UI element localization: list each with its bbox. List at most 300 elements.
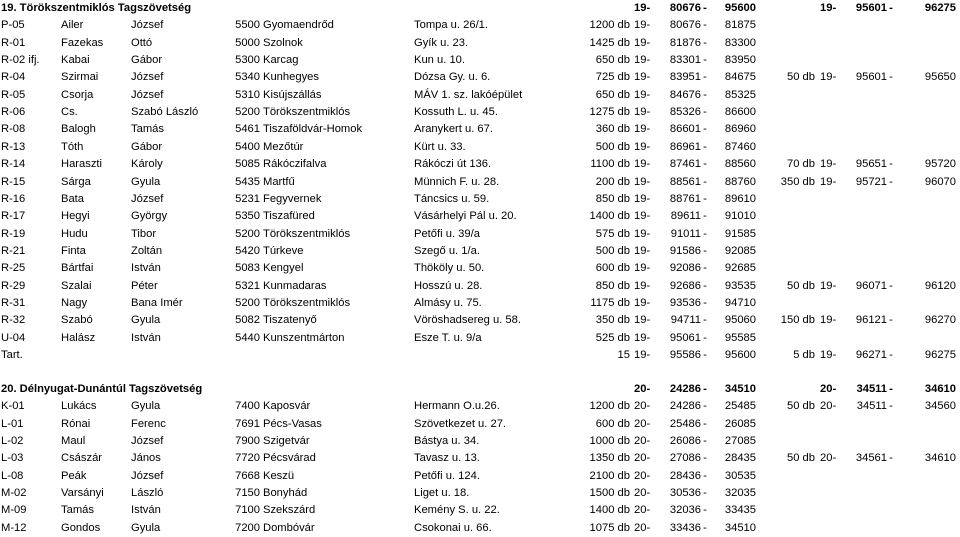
cell-qty: 2100 db	[589, 469, 630, 482]
cell-addr: Bástya u. 34.	[414, 434, 480, 447]
cell-code: R-16	[1, 192, 26, 205]
cell-addr: Rákóczi út 136.	[414, 158, 492, 171]
cell-addr: Csokonai u. 66.	[414, 521, 492, 534]
cell-city: Törökszentmiklós	[263, 106, 351, 119]
cell-last: Sárga	[61, 175, 91, 188]
cell-qty: 360 db	[595, 123, 630, 136]
table-row	[0, 174, 960, 191]
cell-last: Nagy	[61, 296, 88, 309]
cell-to: 95585	[724, 331, 756, 344]
cell-from2: 95721	[855, 175, 887, 188]
cell-last: Varsányi	[61, 486, 104, 499]
cell-pre: 19-	[634, 54, 651, 67]
cell-pre2: 20-	[820, 452, 837, 465]
section-title: 20. Délnyugat-Dunántúl Tagszövetség	[1, 382, 203, 395]
cell-to: 95060	[724, 314, 756, 327]
cell-first: László	[131, 486, 164, 499]
cell-last: Tóth	[61, 140, 84, 153]
cell-zip: 7691	[235, 417, 260, 430]
range-from: 80676	[669, 2, 701, 14]
cell-from: 92086	[669, 262, 701, 275]
range2-from: 34511	[856, 382, 887, 395]
cell-zip: 5440	[235, 331, 260, 344]
cell-zip: 5200	[235, 106, 260, 119]
cell-from: 27086	[669, 452, 701, 465]
cell-from2: 95601	[855, 71, 887, 84]
cell-zip: 7200	[235, 521, 260, 534]
cell-code: L-03	[1, 452, 24, 465]
cell-city: Bonyhád	[263, 486, 308, 499]
cell-first: József	[131, 434, 164, 447]
cell-qty2: 350 db	[780, 175, 815, 188]
cell-qty2: 50 db	[787, 71, 815, 84]
cell-code: L-02	[1, 434, 24, 447]
cell-first: József	[131, 88, 164, 101]
cell-to: 27085	[724, 434, 756, 447]
cell-addr: Almásy u. 75.	[414, 296, 482, 309]
cell-to: 34510	[724, 521, 756, 534]
table-row	[0, 139, 960, 156]
cell-qty2: 150 db	[780, 314, 815, 327]
cell-to: 25485	[724, 400, 756, 413]
cell-code: R-06	[1, 106, 26, 119]
cell-from: 83951	[669, 71, 701, 84]
cell-qty: 1075 db	[589, 521, 630, 534]
range-dash: -	[889, 452, 893, 465]
cell-pre: 19-	[634, 349, 651, 361]
cell-qty: 650 db	[595, 54, 630, 67]
cell-last: Hudu	[61, 227, 88, 240]
range-dash: -	[703, 296, 707, 309]
range-dash: -	[703, 452, 707, 465]
cell-to: 89610	[724, 192, 756, 205]
table-row	[0, 208, 960, 225]
table-row	[0, 278, 960, 295]
cell-zip: 5461	[235, 123, 260, 136]
range2-dash: -	[889, 382, 893, 395]
range-dash: -	[703, 279, 707, 292]
cell-to: 92685	[724, 262, 756, 275]
cell-qty: 500 db	[595, 140, 630, 153]
cell-first: Gábor	[131, 140, 163, 153]
cell-from2: 34511	[856, 400, 887, 413]
cell-qty: 1200 db	[589, 19, 630, 32]
cell-pre2: 19-	[820, 314, 837, 327]
cell-qty: 725 db	[595, 71, 630, 84]
cell-to: 95600	[724, 349, 756, 361]
cell-from: 88761	[669, 192, 701, 205]
cell-code: R-19	[1, 227, 26, 240]
cell-last: Lukács	[61, 400, 97, 413]
section-header	[0, 381, 960, 398]
table-row	[0, 468, 960, 485]
cell-from: 33436	[669, 521, 701, 534]
cell-first: Ottó	[131, 36, 153, 49]
table-row	[0, 69, 960, 86]
range-dash: -	[703, 88, 707, 101]
cell-pre: 19-	[634, 192, 651, 205]
cell-first: József	[131, 469, 164, 482]
cell-qty: 525 db	[595, 331, 630, 344]
cell-code: R-14	[1, 158, 26, 171]
cell-city: Gyomaendrőd	[263, 19, 334, 32]
cell-to: 81875	[724, 19, 756, 32]
range-dash: -	[703, 262, 707, 275]
cell-pre2: 19-	[820, 71, 837, 84]
table-row	[0, 398, 960, 415]
range-dash: -	[889, 349, 893, 361]
cell-from: 24286	[669, 400, 701, 413]
cell-last: Ailer	[61, 19, 84, 32]
range-to: 95600	[724, 2, 756, 14]
range-dash: -	[703, 417, 707, 430]
cell-first: Ferenc	[131, 417, 166, 430]
range-dash: -	[703, 400, 707, 413]
cell-first: Gyula	[131, 314, 161, 327]
cell-code: P-05	[1, 19, 25, 32]
cell-zip: 5321	[235, 279, 260, 292]
cell-city: Kunhegyes	[263, 71, 319, 84]
section-header	[0, 0, 960, 17]
cell-qty2: 70 db	[787, 158, 815, 171]
cell-last: Gondos	[61, 521, 101, 534]
cell-last: Maul	[61, 434, 86, 447]
cell-qty: 850 db	[595, 192, 630, 205]
cell-zip: 7720	[235, 452, 260, 465]
range-to: 34510	[724, 382, 756, 395]
cell-city: Mezőtúr	[263, 140, 304, 153]
cell-code: R-02 ifj.	[1, 54, 40, 67]
cell-pre2: 20-	[820, 400, 837, 413]
range2-from: 95601	[855, 2, 887, 14]
cell-first: József	[131, 71, 164, 84]
cell-addr: Kürt u. 33.	[414, 140, 466, 153]
cell-first: Károly	[131, 158, 163, 171]
cell-pre: 19-	[634, 106, 651, 119]
cell-from: 95586	[669, 349, 701, 361]
range-prefix: 19-	[634, 2, 651, 14]
cell-city: Kengyel	[263, 262, 304, 275]
cell-zip: 5340	[235, 71, 260, 84]
cell-zip: 5083	[235, 262, 260, 275]
cell-addr: Tavasz u. 13.	[414, 452, 480, 465]
cell-addr: Vásárhelyi Pál u. 20.	[414, 210, 517, 223]
cell-pre: 19-	[634, 227, 651, 240]
table-row	[0, 502, 960, 519]
cell-zip: 5200	[235, 227, 260, 240]
cell-last: Rónai	[61, 417, 91, 430]
cell-first: József	[131, 19, 164, 32]
cell-pre2: 19-	[820, 349, 837, 361]
cell-city: Tiszatenyő	[263, 314, 317, 327]
cell-to: 33435	[724, 504, 756, 517]
cell-city: Pécsvárad	[263, 452, 316, 465]
cell-from2: 96121	[855, 314, 887, 327]
cell-code: R-17	[1, 210, 26, 223]
cell-code: Tart.	[1, 349, 23, 361]
cell-qty2: 50 db	[787, 400, 815, 413]
cell-pre: 20-	[634, 452, 651, 465]
cell-zip: 5420	[235, 244, 260, 257]
cell-from2: 34561	[855, 452, 887, 465]
cell-qty2: 50 db	[787, 452, 815, 465]
cell-to: 84675	[724, 71, 756, 84]
cell-from: 25486	[669, 417, 701, 430]
range-dash: -	[703, 521, 707, 534]
cell-city: Pécs-Vasas	[263, 417, 322, 430]
cell-addr: Petőfi u. 124.	[414, 469, 480, 482]
cell-city: Kisújszállás	[263, 88, 322, 101]
cell-to: 85325	[724, 88, 756, 101]
cell-last: Fazekas	[61, 36, 104, 49]
cell-last: Bártfai	[61, 262, 94, 275]
cell-addr: Hermann O.u.26.	[414, 400, 500, 413]
cell-addr: MÁV 1. sz. lakóépület	[414, 88, 523, 101]
range-dash: -	[703, 54, 707, 67]
range-dash: -	[703, 106, 707, 119]
cell-last: Kabai	[61, 54, 90, 67]
cell-qty: 600 db	[595, 417, 630, 430]
cell-from: 26086	[669, 434, 701, 447]
cell-city: Dombóvár	[263, 521, 315, 534]
range-dash: -	[889, 279, 893, 292]
cell-zip: 7150	[235, 486, 260, 499]
range-dash: -	[889, 314, 893, 327]
cell-zip: 5231	[235, 192, 260, 205]
table-row	[0, 156, 960, 173]
cell-pre: 19-	[634, 296, 651, 309]
cell-qty: 1100 db	[590, 158, 630, 171]
cell-from: 86961	[669, 140, 701, 153]
range-dash: -	[703, 349, 707, 361]
range-dash: -	[703, 382, 707, 395]
cell-addr: Szegő u. 1/a.	[414, 244, 480, 257]
cell-code: R-08	[1, 123, 26, 136]
cell-pre: 19-	[634, 158, 651, 171]
cell-to2: 34560	[924, 400, 956, 413]
cell-code: R-21	[1, 244, 26, 257]
cell-last: Szalai	[61, 279, 92, 292]
cell-first: Gyula	[131, 175, 161, 188]
cell-first: Gyula	[131, 521, 161, 534]
cell-to: 91585	[724, 227, 756, 240]
cell-city: Törökszentmiklós	[263, 227, 351, 240]
cell-city: Szigetvár	[263, 434, 310, 447]
cell-addr: Aranykert u. 67.	[414, 123, 493, 136]
cell-pre: 20-	[634, 434, 651, 447]
cell-zip: 5000	[235, 36, 260, 49]
cell-code: R-25	[1, 262, 26, 275]
cell-qty: 1175 db	[590, 296, 630, 309]
cell-code: R-01	[1, 36, 26, 49]
range-dash: -	[889, 71, 893, 84]
cell-addr: Táncsics u. 59.	[414, 192, 490, 205]
cell-pre: 20-	[634, 486, 651, 499]
cell-from: 28436	[669, 469, 701, 482]
cell-city: Keszü	[263, 469, 295, 482]
table-row	[0, 52, 960, 69]
cell-last: Halász	[61, 331, 96, 344]
cell-code: U-04	[1, 331, 26, 344]
table-row	[0, 330, 960, 347]
table-row	[0, 485, 960, 502]
cell-city: Fegyvernek	[263, 192, 322, 205]
cell-city: Tiszaföldvár-Homok	[263, 123, 363, 136]
range2-prefix: 20-	[820, 382, 837, 395]
cell-last: Cs.	[61, 106, 78, 119]
cell-to: 91010	[724, 210, 756, 223]
cell-from: 32036	[669, 504, 701, 517]
cell-pre: 19-	[634, 314, 651, 327]
cell-city: Tiszafüred	[263, 210, 315, 223]
cell-to: 26085	[724, 417, 756, 430]
cell-code: L-01	[1, 417, 24, 430]
cell-to: 94710	[724, 296, 756, 309]
cell-pre: 19-	[634, 279, 651, 292]
cell-addr: Vöröshadsereg u. 58.	[414, 314, 521, 327]
cell-from: 91586	[669, 244, 701, 257]
cell-pre2: 19-	[820, 175, 837, 188]
table-row	[0, 295, 960, 312]
cell-last: Finta	[61, 244, 86, 257]
cell-qty: 575 db	[595, 227, 630, 240]
cell-city: Rákóczifalva	[263, 158, 327, 171]
cell-qty: 1350 db	[589, 452, 630, 465]
cell-pre: 19-	[634, 140, 651, 153]
cell-last: Császár	[61, 452, 103, 465]
cell-to: 87460	[724, 140, 756, 153]
cell-from: 81876	[669, 36, 701, 49]
range-dash: -	[889, 158, 893, 171]
cell-pre: 19-	[634, 88, 651, 101]
cell-qty: 500 db	[595, 244, 630, 257]
cell-to: 93535	[724, 279, 756, 292]
cell-from2: 96271	[855, 349, 887, 361]
range-from: 24286	[669, 382, 701, 395]
cell-from: 80676	[669, 19, 701, 32]
table-row	[0, 17, 960, 34]
cell-addr: Dózsa Gy. u. 6.	[414, 71, 491, 84]
cell-to: 32035	[724, 486, 756, 499]
cell-first: János	[131, 452, 161, 465]
cell-addr: Szövetkezet u. 27.	[414, 417, 507, 430]
cell-code: R-04	[1, 71, 26, 84]
cell-from: 86601	[669, 123, 701, 136]
cell-to: 88760	[724, 175, 756, 188]
cell-qty: 200 db	[595, 175, 630, 188]
cell-first: Szabó László	[131, 106, 199, 119]
cell-last: Szabó	[61, 314, 93, 327]
cell-to2: 95650	[924, 71, 956, 84]
cell-qty: 1275 db	[589, 106, 630, 119]
cell-to2: 96270	[924, 314, 956, 327]
table-row	[0, 121, 960, 138]
table-row	[0, 312, 960, 329]
table-row	[0, 191, 960, 208]
range-dash: -	[703, 158, 707, 171]
range-dash: -	[703, 36, 707, 49]
range-dash: -	[703, 175, 707, 188]
cell-to: 92085	[724, 244, 756, 257]
cell-city: Törökszentmiklós	[263, 296, 351, 309]
cell-zip: 7668	[235, 469, 260, 482]
cell-pre: 19-	[634, 175, 651, 188]
range-dash: -	[703, 210, 707, 223]
cell-city: Szolnok	[263, 36, 303, 49]
table-row	[0, 243, 960, 260]
range-dash: -	[703, 434, 707, 447]
range-dash: -	[703, 469, 707, 482]
cell-qty: 350 db	[595, 314, 630, 327]
cell-addr: Hosszú u. 28.	[414, 279, 483, 292]
range2-to: 34610	[924, 382, 956, 395]
cell-zip: 5500	[235, 19, 260, 32]
cell-last: Szirmai	[61, 71, 99, 84]
cell-city: Kaposvár	[263, 400, 311, 413]
table-row	[0, 260, 960, 277]
range-dash: -	[703, 140, 707, 153]
cell-code: K-01	[1, 400, 25, 413]
cell-code: L-08	[1, 469, 24, 482]
cell-from: 30536	[669, 486, 701, 499]
cell-first: István	[131, 504, 161, 517]
cell-to: 30535	[724, 469, 756, 482]
range-dash: -	[703, 486, 707, 499]
cell-to2: 96275	[924, 349, 956, 361]
cell-city: Szekszárd	[263, 504, 316, 517]
cell-zip: 5350	[235, 210, 260, 223]
table-row	[0, 104, 960, 121]
cell-to: 83300	[724, 36, 756, 49]
cell-from: 84676	[669, 88, 701, 101]
cell-code: M-09	[1, 504, 27, 517]
cell-addr: Petőfi u. 39/a	[414, 227, 480, 240]
cell-first: Zoltán	[131, 244, 163, 257]
cell-zip: 7400	[235, 400, 260, 413]
cell-pre: 19-	[634, 71, 651, 84]
cell-qty2: 50 db	[787, 279, 815, 292]
cell-qty: 15	[617, 349, 630, 361]
range-dash: -	[703, 2, 707, 14]
cell-qty: 1000 db	[589, 434, 630, 447]
cell-zip: 5400	[235, 140, 260, 153]
range-dash: -	[703, 504, 707, 517]
cell-first: Tamás	[131, 123, 164, 136]
cell-to2: 34610	[924, 452, 956, 465]
range-dash: -	[703, 331, 707, 344]
cell-first: István	[131, 331, 161, 344]
table-row	[0, 416, 960, 433]
table-row	[0, 347, 960, 364]
range2-dash: -	[889, 2, 893, 14]
cell-first: Bana Imér	[131, 296, 183, 309]
table-row	[0, 35, 960, 52]
cell-code: M-12	[1, 521, 27, 534]
cell-zip: 5310	[235, 88, 260, 101]
table-row	[0, 87, 960, 104]
cell-code: R-15	[1, 175, 26, 188]
cell-pre: 20-	[634, 504, 651, 517]
cell-to: 88560	[724, 158, 756, 171]
cell-first: István	[131, 262, 161, 275]
cell-zip: 7100	[235, 504, 260, 517]
cell-addr: Kun u. 10.	[414, 54, 466, 67]
cell-qty: 650 db	[595, 88, 630, 101]
cell-pre: 19-	[634, 331, 651, 344]
cell-first: Tibor	[131, 227, 157, 240]
cell-pre: 20-	[634, 417, 651, 430]
cell-from2: 96071	[855, 279, 887, 292]
